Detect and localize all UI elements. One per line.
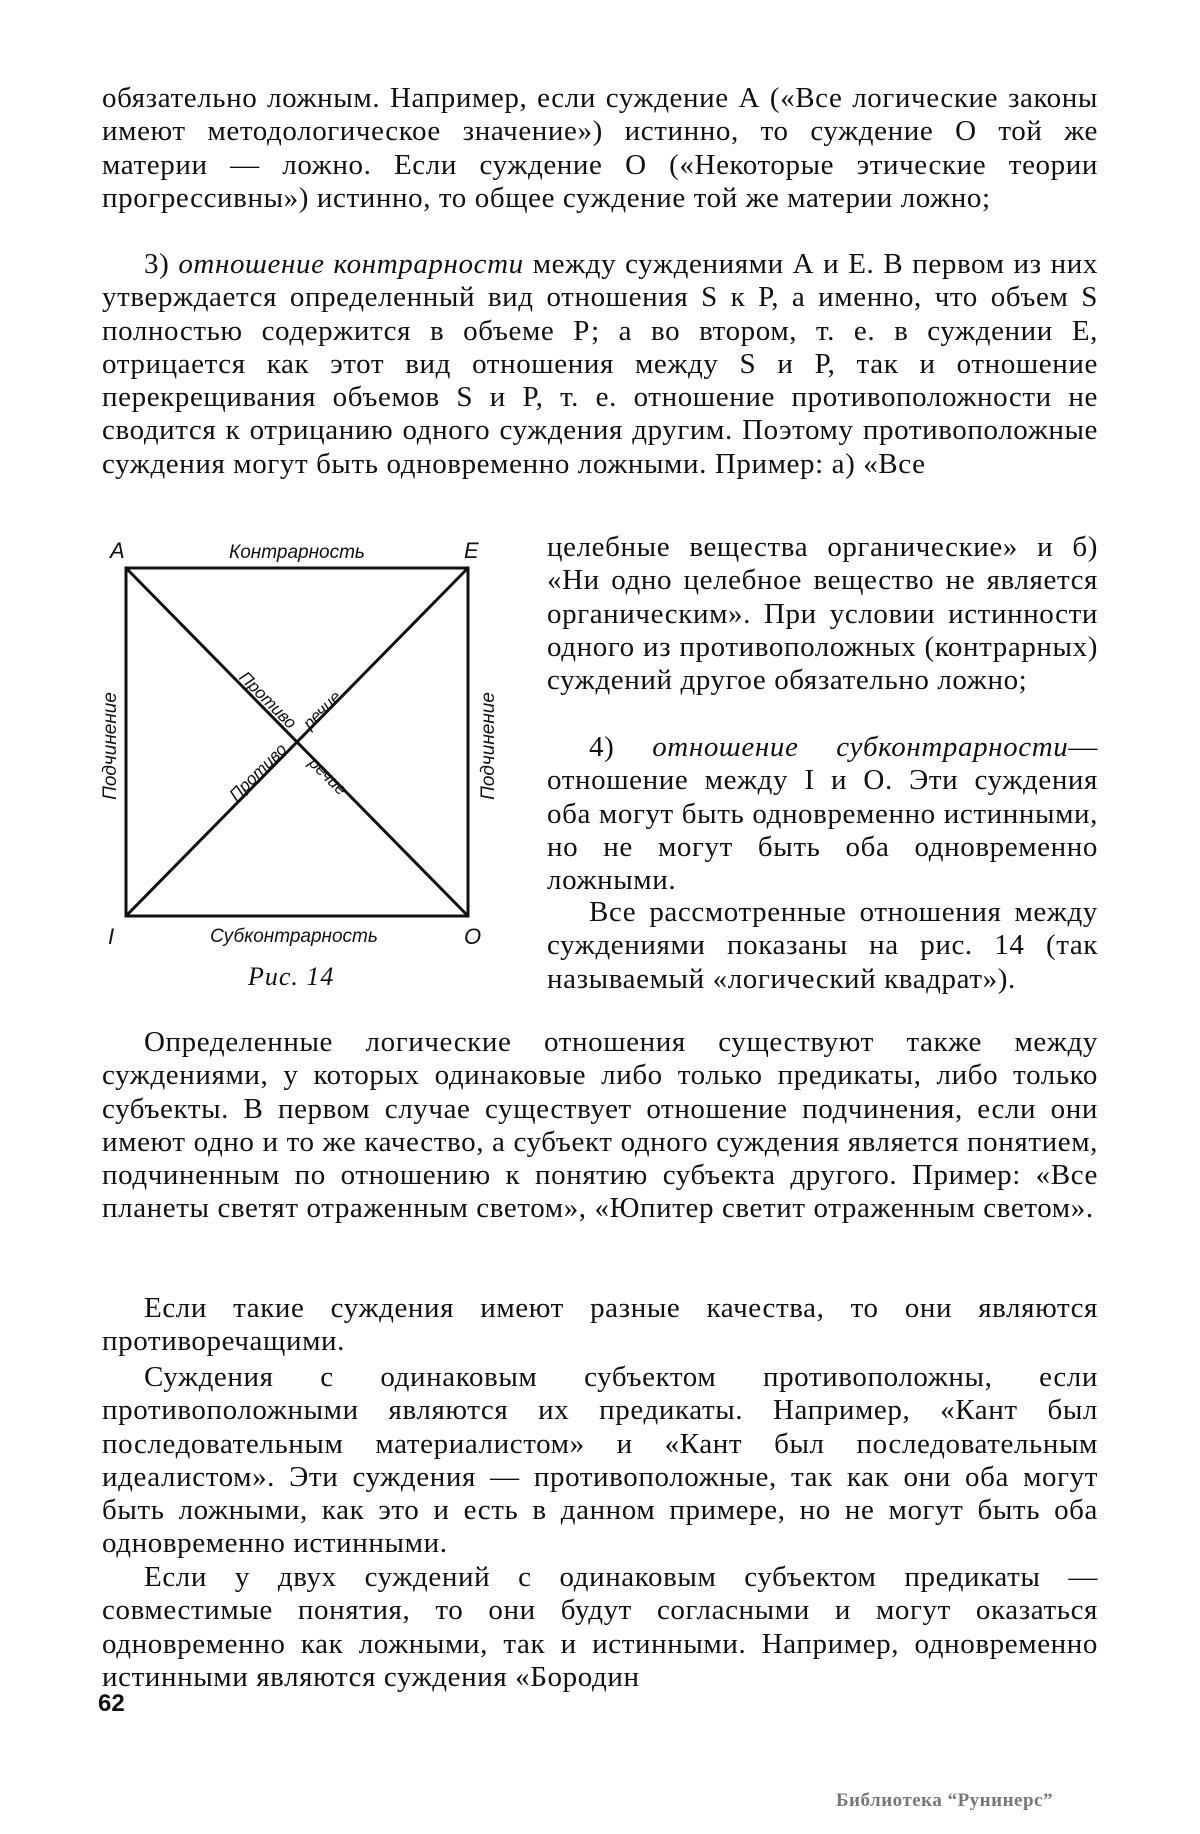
paragraph-text: между суждениями А и Е. В первом из них утверждается определенный вид отношения S к Р, а именно, что объем S полностью содержится в объеме Р; а во втором, т. е. в суждении Е, отрицается как этот вид отношения между S и Р, так и отношение перекрещивания объемов S и Р, т. е. отношение противоположности не сводится к отрицанию одного суждения другим. Поэтому противоположные суждения могут быть одновременно ложными. Пример: а) «Все	[102, 248, 1098, 480]
corner-a-label: А	[110, 538, 125, 563]
contradiction-label-2a: Противо	[225, 739, 291, 805]
paragraph-contrariety-continued: целебные вещества органические» и б) «Ни одно целебное вещество не является органическим». При условии истинности одного из противоположных (контрарных) суждений другое обязательно ложно;	[547, 531, 1098, 697]
subordination-right-label: Подчинение	[478, 692, 499, 800]
contradiction-label-2b: речие	[305, 753, 351, 799]
term-subcontrariety: отношение субконтрарности	[652, 731, 1069, 763]
contradiction-label-1b: речие	[299, 687, 345, 733]
item-number: 4)	[589, 731, 615, 763]
paragraph-relations: Определенные логические отношения существуют также между суждениями, у которых одинаковые либо только предикаты, либо только субъекты. В первом случае существует отношение подчинения, если они имеют одно и то же качество, а субъект одного суждения является понятием, подчиненным по отношению к понятию субъекта другого. Пример: «Все планеты светят отраженным светом», «Юпитер светит отраженным светом».	[102, 1026, 1098, 1225]
paragraph-figure-reference: Все рассмотренные отношения между суждениями показаны на рис. 14 (так называемый «логический квадрат»).	[547, 896, 1098, 995]
paragraph-opposite: Суждения с одинаковым субъектом противоположны, если противоположными являются их предикаты. Например, «Кант был последовательным материалистом» и «Кант был последовательным идеалистом». Эти суждения — противоположные, так как они оба могут быть ложными, как это и есть в данном примере, но не могут быть оба одновременно истинными.	[102, 1361, 1098, 1560]
corner-o-label: О	[464, 924, 482, 949]
figure-caption: Рис. 14	[248, 962, 335, 991]
page-number: 62	[98, 1690, 125, 1717]
subordination-left-label: Подчинение	[100, 692, 121, 800]
corner-i-label: I	[108, 924, 115, 949]
logical-square-figure	[96, 536, 499, 1006]
corner-e-label: Е	[464, 538, 479, 563]
paragraph-subcontrariety	[547, 731, 1098, 897]
paragraph-text: — отношение между I и О. Эти суждения оба могут быть одновременно истинными, но не могут быть оба одновременно ложными.	[547, 731, 1098, 897]
paragraph-continuation: обязательно ложным. Например, если суждение А («Все логические законы имеют методологическое значение») истинно, то суждение О той же материи — ложно. Если суждение О («Некоторые этические теории прогрессивны») истинно, то общее суждение той же материи ложно;	[102, 82, 1098, 214]
paragraph-compatible: Если у двух суждений с одинаковым субъектом предикаты — совместимые понятия, то они будут согласными и могут оказаться одновременно как ложными, так и истинными. Например, одновременно истинными являются суждения «Бородин	[102, 1561, 1098, 1693]
library-watermark: Библиотека “Рунинерс”	[836, 1790, 1053, 1811]
paragraph-contrariety	[102, 248, 1098, 481]
logical-square-diagram	[96, 536, 499, 956]
item-number: 3)	[144, 248, 170, 280]
term-contrariety: отношение контрарности	[178, 248, 524, 280]
paragraph-contradictory: Если такие суждения имеют разные качества, то они являются противоречащими.	[102, 1292, 1098, 1358]
contradiction-label-1a: Противо	[235, 667, 301, 733]
contrariety-label: Контрарность	[229, 542, 365, 563]
subcontrariety-label: Субконтрарность	[210, 926, 378, 947]
